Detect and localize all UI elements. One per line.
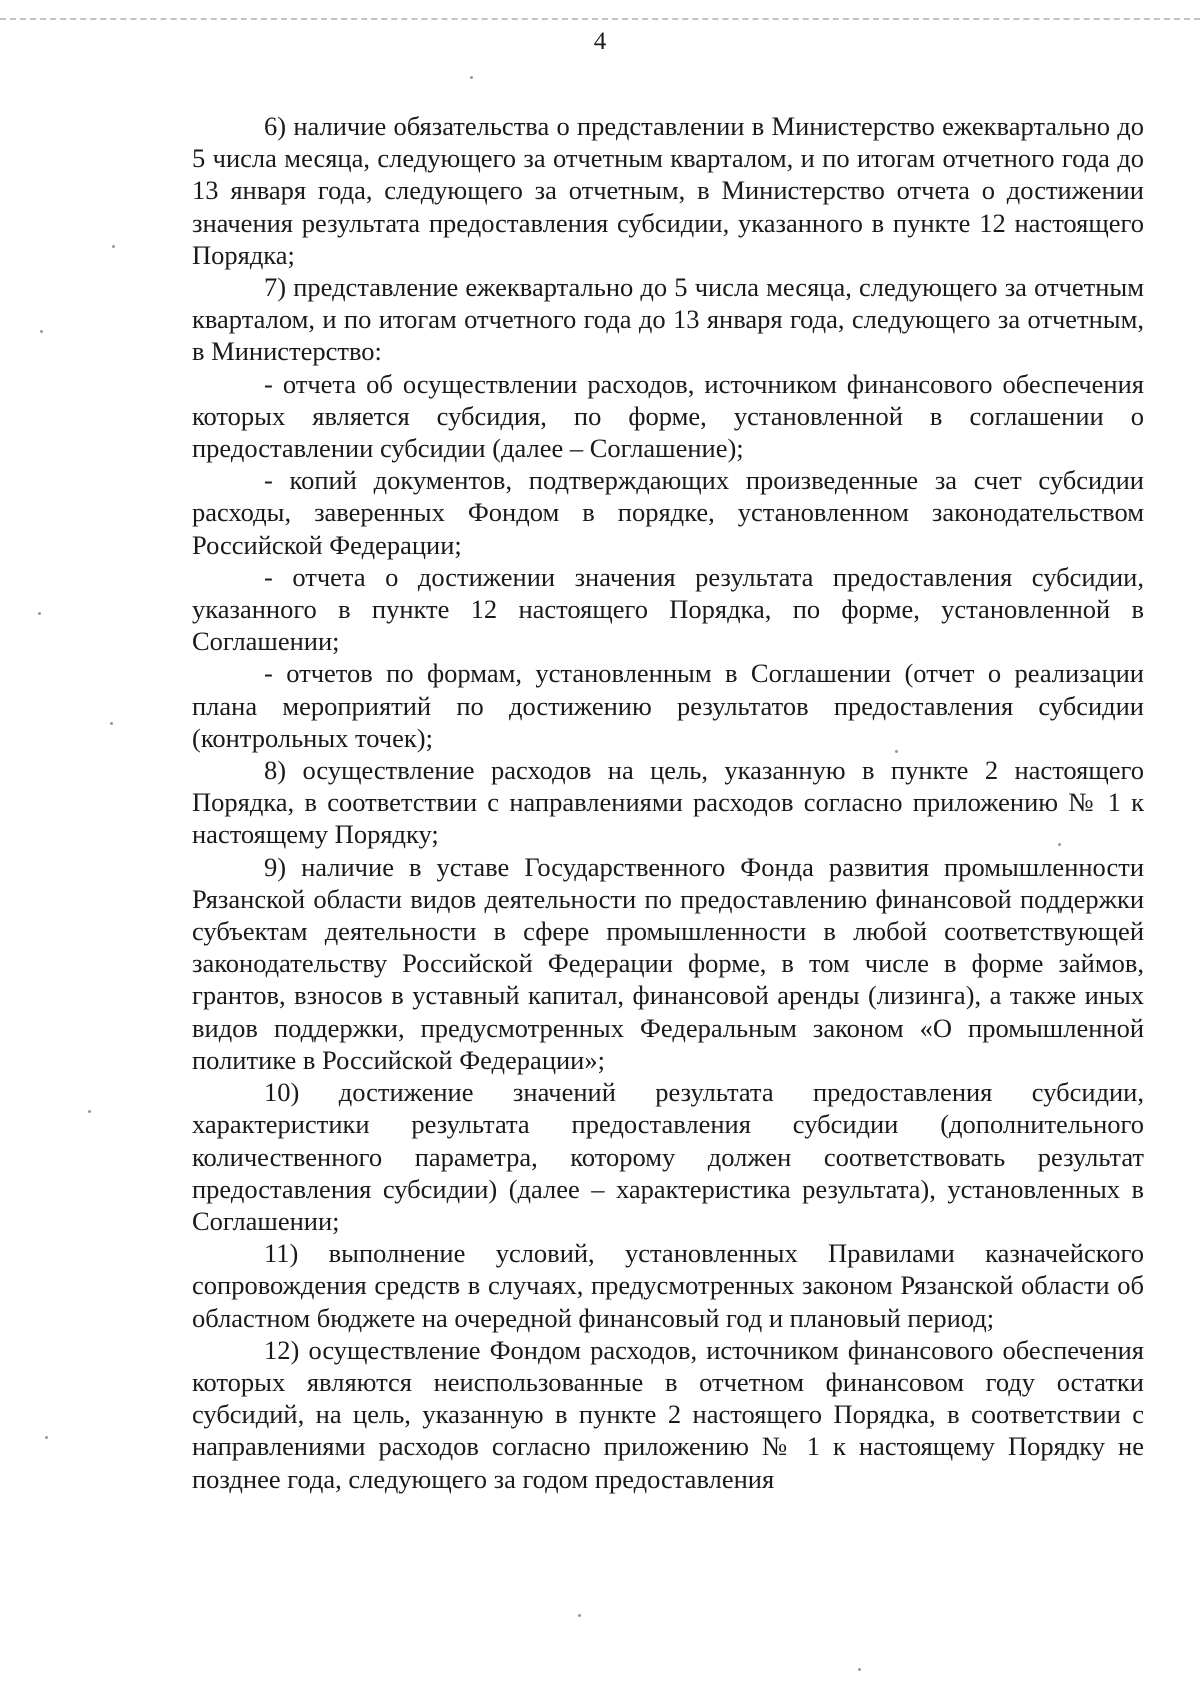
paragraph-item-11: 11) выполнение условий, установленных Правилами казначейского сопровождения средств в случаях, предусмотренных законом Рязанской области об областном бюджете на очередной финансовый год и плановый период; — [192, 1238, 1144, 1333]
paragraph-subitem-document-copies: - копий документов, подтверждающих произведенные за счет субсидии расходы, заверенных Фондом в порядке, установленном законодательством Российской Федерации; — [192, 465, 1144, 560]
scan-speck — [895, 750, 898, 753]
paragraph-item-6: 6) наличие обязательства о представлении в Министерство ежеквартально до 5 числа месяца, следующего за отчетным кварталом, и по итогам отчетного года до 13 января года, следующего за отчетным, в Министерство отчета о достижении значения результата предоставления субсидии, указанного в пункте 12 настоящего Порядка; — [192, 111, 1144, 270]
document-body — [192, 110, 1144, 1495]
paragraph-item-8: 8) осуществление расходов на цель, указанную в пункте 2 настоящего Порядка, в соответствии с направлениями расходов согласно приложению № 1 к настоящему Порядку; — [192, 755, 1144, 850]
scan-speck — [110, 722, 113, 725]
scan-top-edge — [0, 18, 1200, 20]
scan-speck — [112, 245, 115, 248]
scan-speck — [578, 1614, 581, 1617]
scan-speck — [88, 1110, 91, 1113]
scan-speck — [1058, 843, 1061, 846]
scan-speck — [38, 612, 41, 615]
paragraph-item-9: 9) наличие в уставе Государственного Фонда развития промышленности Рязанской области видов деятельности по предоставлению финансовой поддержки субъектам деятельности в сфере промышленности в любой соответствующей законодательству Российской Федерации форме, в том числе в форме займов, грантов, взносов в уставный капитал, финансовой аренды (лизинга), а также иных видов поддержки, предусмотренных Федеральным законом «О промышленной политике в Российской Федерации»; — [192, 851, 1144, 1075]
scan-speck — [40, 330, 43, 333]
paragraph-item-7: 7) представление ежеквартально до 5 числа месяца, следующего за отчетным кварталом, и по итогам отчетного года до 13 января года, следующего за отчетным, в Министерство: — [192, 272, 1144, 367]
paragraph-item-10: 10) достижение значений результата предоставления субсидии, характеристики результата предоставления субсидии (дополнительного количественного параметра, которому должен соответствовать результат предоставления субсидии) (далее – характеристика результата), установленных в Соглашении; — [192, 1077, 1144, 1236]
paragraph-item-12: 12) осуществление Фондом расходов, источником финансового обеспечения которых являются неиспользованные в отчетном финансовом году остатки субсидий, на цель, указанную в пункте 2 настоящего Порядка, в соответствии с направлениями расходов согласно приложению № 1 к настоящему Порядку не позднее года, следующего за годом предоставления — [192, 1334, 1144, 1494]
scan-speck — [470, 76, 473, 79]
paragraph-subitem-expense-report: - отчета об осуществлении расходов, источником финансового обеспечения которых является субсидия, по форме, установленной в соглашении о предоставлении субсидии (далее – Соглашение); — [192, 368, 1144, 464]
scan-speck — [45, 1436, 48, 1439]
paragraph-subitem-result-report: - отчета о достижении значения результата предоставления субсидии, указанного в пункте 12 настоящего Порядка, по форме, установленной в Соглашении; — [192, 561, 1144, 657]
scan-speck — [858, 1668, 861, 1671]
page-number: 4 — [593, 28, 607, 55]
paragraph-subitem-form-reports: - отчетов по формам, установленным в Соглашении (отчет о реализации плана мероприятий по достижению результатов предоставления субсидии (контрольных точек); — [192, 658, 1144, 753]
